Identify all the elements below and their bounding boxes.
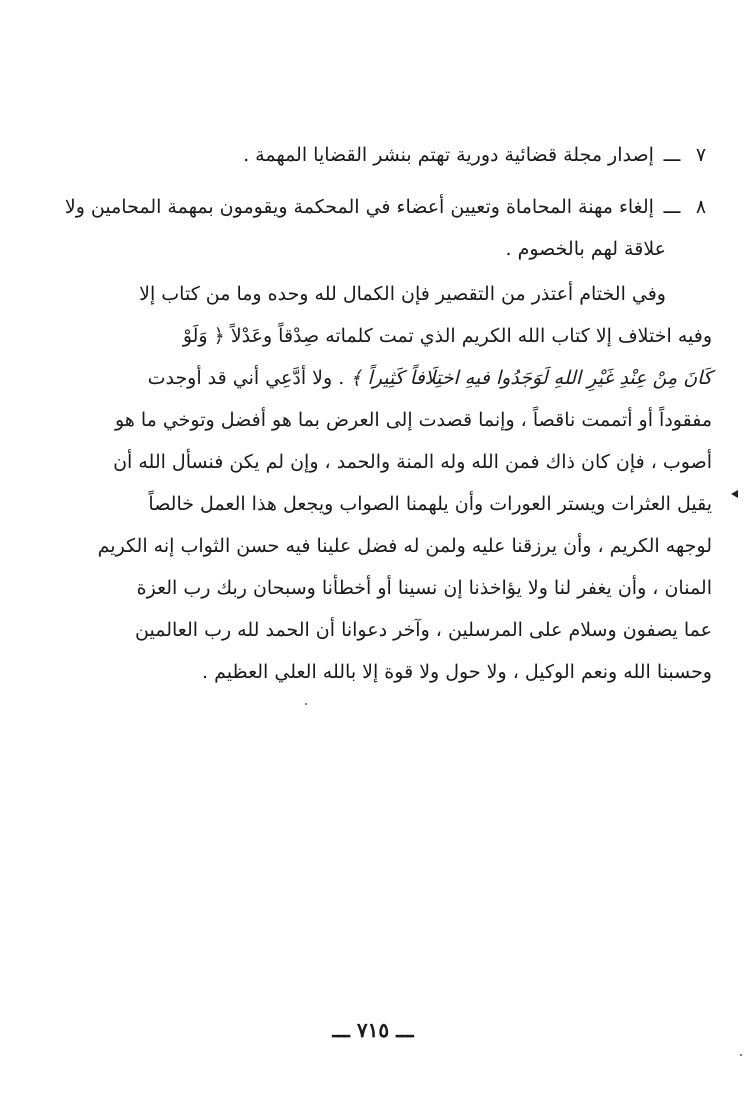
paragraph-line-4: مفقوداً أو أتممت ناقصاً ، وإنما قصدت إلى العرض بما هو أفضل وتوخي ما هو [114,409,712,431]
list-item-number: ٨ [695,196,707,218]
paragraph-line-6: يقيل العثرات ويستر العورات وأن يلهمنا الصواب ويجعل هذا العمل خالصاً [148,493,712,515]
paragraph-line-2: وفيه اختلاف إلا كتاب الله الكريم الذي تمت كلماته صِدْقاً وعَدْلاً ﴿ وَلَوْ [182,325,712,347]
paragraph-line-1: وفي الختام أعتذر من التقصير فإن الكمال لله وحده وما من كتاب إلا [139,283,666,305]
closing-paragraph [92,283,712,703]
list-item-text: إلغاء مهنة المحاماة وتعيين أعضاء في المحكمة ويقومون بمهمة المحامين ولا [64,196,654,218]
list-item-dash: ـــ [663,196,681,218]
list-item-8-line-1 [65,196,712,218]
paragraph-line-5: أصوب ، فإن كان ذاك فمن الله وله المنة والحمد ، وإن لم يكن فنسأل الله أن [113,451,712,473]
paragraph-line-3-rest: . ولا أدَّعِي أني قد أوجدت [147,367,345,389]
margin-arrow-icon [731,490,738,498]
list-item-number: ٧ [695,144,707,166]
paragraph-line-9: عما يصفون وسلام على المرسلين ، وآخر دعوانا أن الحمد لله رب العالمين [135,619,712,641]
scan-speck-icon [305,703,307,705]
scan-speck-icon [740,1054,742,1056]
list-item-8 [64,196,712,276]
list-item-8-line-2 [506,238,666,260]
list-item-dash: ـــ [663,144,681,166]
list-item-text: إصدار مجلة قضائية دورية تهتم بنشر القضايا المهمة . [243,144,654,166]
paragraph-line-7: لوجهه الكريم ، وأن يرزقنا عليه ولمن له فضل علينا فيه حسن الثواب إنه الكريم [97,535,712,557]
page-number: ـــ ٧١٥ ـــ [332,1018,414,1042]
list-item-7-line [243,144,712,166]
list-item-text-continued: علاقة لهم بالخصوم . [505,238,666,260]
list-item-7 [92,144,712,174]
paragraph-line-8: المنان ، وأن يغفر لنا ولا يؤاخذنا إن نسينا أو أخطأنا وسبحان ربك رب العزة [136,577,712,599]
paragraph-line-10: وحسبنا الله ونعم الوكيل ، ولا حول ولا قوة إلا بالله العلي العظيم . [202,661,712,683]
quran-verse: كَانَ مِنْ عِنْدِ غَيْرِ اللهِ لَوَجَدُوا فيهِ اختِلَافاً كَثِيراً ﴾ [350,367,712,389]
paragraph-line-3 [148,367,712,389]
